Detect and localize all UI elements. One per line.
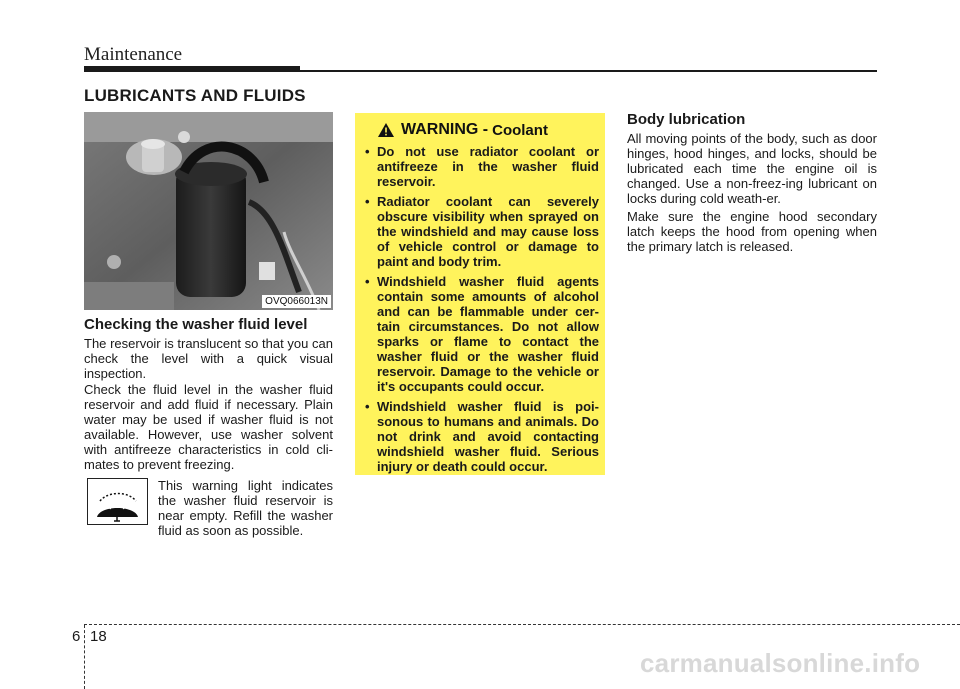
warning-item-text: Do not use radiator coolant or antifreeze in the washer fluid reservoir. [377, 144, 599, 189]
warning-box [355, 113, 605, 475]
section-title: LUBRICANTS AND FLUIDS [84, 86, 306, 105]
footer-divider [84, 625, 85, 689]
watermark: carmanualsonline.info [640, 648, 921, 678]
warning-item-text: Windshield washer fluid is poi-sonous to humans and animals. Do not drink and avoid contacting windshield washer fluid. Serious injury or death could occur. [377, 399, 599, 474]
warning-item [363, 399, 599, 474]
washer-icon-note: This warning light indicates the washer fluid reservoir is near empty. Refill the washer fluid as soon as possible. [158, 478, 333, 538]
warning-item [363, 144, 599, 189]
warning-subtitle: Coolant [492, 121, 548, 139]
warning-item-text: Radiator coolant can severely obscure visibility when sprayed on the windshield and may cause loss of vehicle control or damage to paint and body trim. [377, 194, 599, 269]
page-number: 18 [90, 628, 107, 645]
footer-rule [84, 624, 960, 625]
engine-bay-illustration [84, 112, 333, 310]
warning-list [363, 144, 599, 479]
photo-caption: OVQ066013N [262, 295, 331, 308]
warning-bullet: • [365, 399, 370, 414]
header-rule-thick [84, 66, 300, 72]
header-rule-thin [300, 70, 877, 72]
washer-paragraph-1: The reservoir is translucent so that you can check the level with a quick visual inspection. [84, 336, 333, 381]
warning-item [363, 194, 599, 269]
warning-bullet: • [365, 194, 370, 209]
body-lubrication-paragraph-1: All moving points of the body, such as door hinges, hood hinges, and locks, should be lubricated each time the engine oil is changed. Use a non-freez-ing lubricant on locks during cold weath-er. [627, 131, 877, 206]
warning-item-text: Windshield washer fluid agents contain some amounts of alcohol and can be flammable under cer-tain circumstances. Do not allow sparks or flame to contact the washer fluid or the washer fluid reservoir. Damage to the vehicle or it's occupants could occur. [377, 274, 599, 394]
body-lubrication-paragraph-2: Make sure the engine hood secondary latch keeps the hood from opening when the primary latch is released. [627, 209, 877, 254]
washer-fluid-warning-icon [87, 478, 148, 525]
chapter-number: 6 [72, 628, 81, 645]
warning-bullet: • [365, 274, 370, 289]
warning-header [377, 121, 548, 139]
warning-triangle-icon [377, 122, 395, 138]
washer-paragraph-2: Check the fluid level in the washer fluid reservoir and add fluid if necessary. Plain water may be used if washer fluid is not available. However, use washer solvent with antifreeze characteristics in cold cli-mates to prevent freezing. [84, 382, 333, 472]
warning-item [363, 274, 599, 394]
warning-title: WARNING - [401, 121, 489, 138]
header-title: Maintenance [84, 44, 183, 65]
washer-fluid-heading: Checking the washer fluid level [84, 316, 308, 333]
body-lubrication-heading: Body lubrication [627, 111, 746, 128]
warning-bullet: • [365, 144, 370, 159]
washer-reservoir-photo [84, 112, 333, 310]
